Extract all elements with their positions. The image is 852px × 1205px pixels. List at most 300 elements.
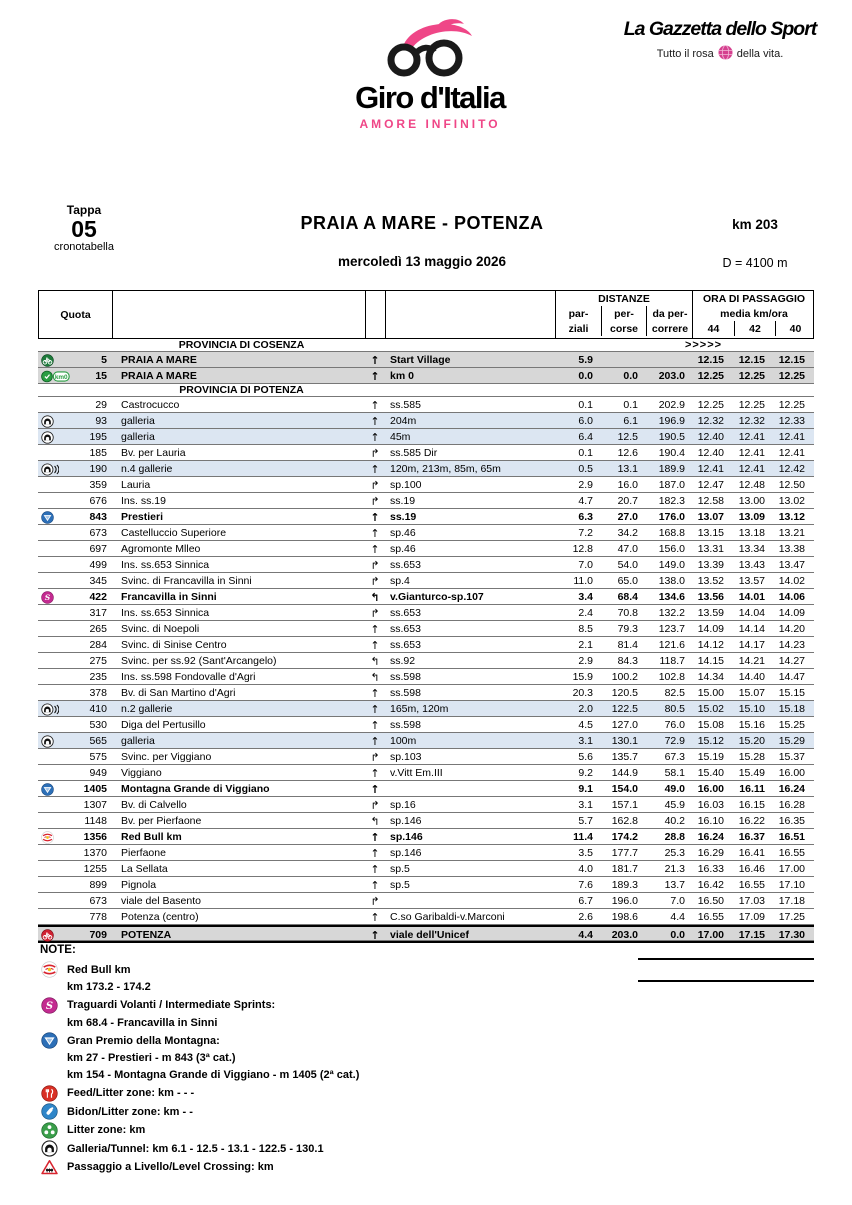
quota-value: 29 [95,399,107,411]
time-at-40: 12.41 [778,447,805,459]
road-name: 45m [390,431,411,443]
note-text: Feed/Litter zone: km - - - [67,1087,195,1099]
direction-straight-arrow-icon: ↑ [370,862,380,876]
time-at-44: 12.41 [697,463,724,475]
time-at-44: 13.31 [697,543,724,555]
time-at-42: 17.03 [738,895,765,907]
road-name: sp.46 [390,527,416,539]
time-at-40: 12.25 [778,399,805,411]
location-name: Svinc. di Noepoli [121,623,200,635]
road-name: ss.598 [390,719,421,731]
timetable-row [38,861,814,877]
km-percorse: 81.4 [617,639,638,651]
km-da-percorrere: 102.8 [658,671,685,683]
time-at-44: 16.42 [697,879,724,891]
km-da-percorrere: 149.0 [658,559,685,571]
road-name: ss.19 [390,511,417,523]
km-parziali: 2.9 [578,655,593,667]
quota-value: 345 [89,575,107,587]
litter-icon [40,1122,58,1139]
no-icon [38,909,78,925]
direction-straight-arrow-icon: ↑ [370,702,380,716]
direction-straight-arrow-icon: ↑ [370,638,380,652]
km-da-percorrere: 123.7 [658,623,685,635]
quota-value: 1307 [83,799,107,811]
time-at-40: 15.15 [778,687,805,699]
km-percorse: 68.4 [617,591,638,603]
km-percorse: 70.8 [617,607,638,619]
location-name: Potenza (centro) [121,911,199,923]
svg-text:km0: km0 [54,373,68,381]
km-percorse: 0.1 [623,399,638,411]
km-da-percorrere: 138.0 [658,575,685,587]
note-item [40,1158,640,1176]
timetable-row [38,637,814,653]
direction-straight-arrow-icon: ↑ [370,718,380,732]
location-name: Francavilla in Sinni [121,591,217,603]
direction-straight-arrow-icon: ↑ [370,622,380,636]
no-icon [38,749,78,765]
km-da-percorrere: 82.5 [664,687,685,699]
time-at-40: 14.09 [778,607,805,619]
timetable-row [38,813,814,829]
time-at-40: 16.55 [778,847,805,859]
direction-straight-arrow-icon: ↑ [370,526,380,540]
time-at-42: 15.49 [738,767,765,779]
direction-straight-arrow-icon: ↑ [370,414,380,428]
km-da-percorrere: 72.9 [664,735,685,747]
km-parziali: 5.9 [578,354,593,366]
direction-right-arrow-icon: ↱ [370,574,380,588]
quota-value: 673 [89,527,107,539]
time-at-42: 15.28 [738,751,765,763]
km-da-percorrere: 4.4 [670,911,685,923]
time-at-42: 15.10 [738,703,765,715]
time-at-42: 14.21 [738,655,765,667]
timetable-row [38,701,814,717]
km-parziali: 11.4 [573,831,593,843]
km-percorse: 27.0 [617,511,638,523]
km-parziali: 2.9 [578,479,593,491]
gpm-icon [38,781,78,797]
km-percorse: 135.7 [611,751,638,763]
road-name: viale dell'Unicef [390,929,469,941]
tappa-subtitle: cronotabella [54,241,114,254]
road-name: v.Vitt Em.III [390,767,443,779]
road-name: ss.653 [390,623,421,635]
timetable-row [38,573,814,589]
km-parziali: 0.1 [578,447,593,459]
quota-value: 899 [89,879,107,891]
location-name: Bv. per Lauria [121,447,186,459]
road-name: ss.92 [390,655,416,667]
quota-value: 1148 [84,815,107,827]
direction-straight-arrow-icon: ↑ [370,430,380,444]
start-icon [38,352,78,368]
time-at-40: 17.10 [778,879,805,891]
timetable-row [38,765,814,781]
location-name: Bv. di Calvello [121,799,187,811]
note-blank-line [638,980,814,982]
location-name: galleria [121,735,155,747]
km-percorse: 16.0 [617,479,638,491]
timetable-row [38,493,814,509]
pink-globe-icon [718,45,733,63]
road-name: ss.598 [390,671,421,683]
time-at-44: 13.52 [697,575,724,587]
note-sub-text: km 173.2 - 174.2 [67,981,151,993]
direction-column-header [366,291,386,338]
time-at-42: 12.48 [738,479,765,491]
km-parziali: 12.8 [572,543,593,555]
km-percorse: 203.0 [611,929,638,941]
km-percorse: 198.6 [611,911,638,923]
road-name: sp.103 [390,751,422,763]
km-parziali: 6.7 [578,895,593,907]
note-text: Gran Premio della Montagna: [67,1034,220,1047]
km-percorse: 157.1 [611,799,638,811]
timetable-row [38,368,814,384]
time-at-44: 13.39 [697,559,724,571]
note-text: Bidon/Litter zone: km - - [67,1105,193,1118]
km-da-percorrere: 189.9 [658,463,685,475]
timetable-row [38,733,814,749]
location-name: Pignola [121,879,157,891]
direction-straight-arrow-icon: ↑ [370,766,380,780]
note-text: Litter zone: km [67,1124,146,1136]
timetable-row [38,509,814,525]
time-at-40: 13.47 [778,559,805,571]
time-at-42: 16.15 [738,799,765,811]
redbull-icon [40,961,58,978]
no-icon [38,877,78,893]
note-sub-text: km 154 - Montagna Grande di Viggiano - m 1405 (2ª cat.) [67,1069,360,1081]
direction-straight-arrow-icon: ↑ [370,398,380,412]
time-at-42: 13.00 [738,495,765,507]
no-icon [38,653,78,669]
location-name: Diga del Pertusillo [121,719,206,731]
time-at-42: 16.37 [738,831,765,843]
km-parziali: 2.1 [578,639,593,651]
km-da-percorrere: 28.8 [664,831,685,843]
km-da-percorrere: 134.6 [658,591,685,603]
time-at-42: 14.04 [738,607,765,619]
no-icon [38,637,78,653]
road-name: ss.585 Dir [390,447,438,459]
time-at-40: 12.33 [778,415,805,427]
time-at-44: 15.08 [697,719,724,731]
note-item [40,1121,640,1139]
time-at-40: 13.02 [778,495,805,507]
km-da-percorrere: 67.3 [664,751,685,763]
no-icon [38,813,78,829]
km-parziali: 5.6 [578,751,593,763]
time-at-42: 12.32 [738,415,765,427]
direction-right-arrow-icon: ↱ [370,494,380,508]
km-parziali: 0.0 [578,370,593,382]
time-at-44: 12.47 [697,479,724,491]
time-at-40: 12.15 [778,354,805,366]
time-at-42: 13.09 [738,511,765,523]
timetable [38,290,814,943]
time-at-44: 16.55 [697,911,724,923]
no-icon [38,797,78,813]
quota-value: 1356 [83,831,107,843]
quota-value: 843 [89,511,107,523]
timetable-row [38,749,814,765]
quota-value: 709 [89,929,107,941]
km-percorse: 0.0 [623,370,638,382]
direction-straight-arrow-icon: ↑ [370,510,380,524]
gpm-icon [38,509,78,525]
km-da-percorrere: 203.0 [658,370,685,382]
km-parziali: 3.1 [578,735,593,747]
km-parziali: 9.2 [578,767,593,779]
direction-straight-arrow-icon: ↑ [370,782,380,796]
timetable-row [38,605,814,621]
time-at-44: 16.24 [697,831,724,843]
time-at-44: 12.15 [697,354,724,366]
time-at-40: 12.50 [778,479,805,491]
direction-straight-arrow-icon: ↑ [370,830,380,844]
timetable-row [38,589,814,605]
timetable-row [38,653,814,669]
quota-value: 1370 [83,847,107,859]
km-da-percorrere: 0.0 [670,929,685,941]
location-name: Ins. ss.19 [121,495,166,507]
km-da-percorrere: 121.6 [658,639,685,651]
quota-value: 499 [89,559,107,571]
km-percorse: 181.7 [611,863,638,875]
time-at-44: 12.40 [697,447,724,459]
time-at-44: 14.15 [697,655,724,667]
svg-text:S: S [45,1000,53,1012]
timetable-row [38,717,814,733]
km-percorse: 162.8 [611,815,638,827]
tunnels-icon [38,701,78,717]
quota-value: 185 [89,447,107,459]
time-at-40: 17.18 [778,895,805,907]
time-at-42: 13.43 [738,559,765,571]
time-at-44: 14.09 [697,623,724,635]
direction-right-arrow-icon: ↱ [370,894,380,908]
time-at-42: 16.22 [738,815,765,827]
time-at-40: 16.24 [778,783,805,795]
time-at-42: 12.41 [738,447,765,459]
km-parziali: 15.9 [572,671,593,683]
time-at-42: 15.07 [738,687,765,699]
road-name: sp.146 [390,831,423,843]
timetable-row [38,781,814,797]
quota-value: 565 [89,735,107,747]
timetable-body [38,339,814,943]
quota-value: 949 [89,767,107,779]
tappa-label: Tappa [66,203,102,217]
dapercorrere-label-top: da per- [646,306,693,321]
quota-value: 275 [89,655,107,667]
timetable-row [38,621,814,637]
timetable-row [38,352,814,368]
km-parziali: 3.5 [578,847,593,859]
quota-value: 697 [89,543,107,555]
road-name: C.so Garibaldi-v.Marconi [390,911,505,923]
location-name: PRAIA A MARE [121,354,197,366]
notes-section [40,944,640,1176]
notes-list [40,961,640,1177]
timetable-row [38,541,814,557]
time-at-40: 14.02 [778,575,805,587]
road-name: ss.653 [390,559,421,571]
km-da-percorrere: 182.3 [658,495,685,507]
direction-straight-arrow-icon: ↑ [370,462,380,476]
time-at-44: 16.00 [697,783,724,795]
parziali-label-top: par- [568,307,589,320]
road-name: sp.5 [390,863,410,875]
time-at-42: 14.40 [738,671,765,683]
km-parziali: 4.4 [578,929,593,941]
km-percorse: 20.7 [617,495,638,507]
time-at-44: 12.25 [697,370,724,382]
km-da-percorrere: 76.0 [664,719,685,731]
location-name: viale del Basento [121,895,201,907]
km-da-percorrere: 13.7 [664,879,685,891]
gazzetta-tagline-left: Tutto il rosa [656,47,714,60]
time-at-40: 13.12 [778,511,805,523]
km-parziali: 6.4 [578,431,593,443]
timetable-row [38,893,814,909]
time-at-42: 15.16 [738,719,765,731]
time-at-42: 13.34 [738,543,765,555]
note-item [40,1103,640,1121]
location-name: Montagna Grande di Viggiano [121,783,270,795]
km-da-percorrere: 118.7 [659,655,685,667]
timetable-row [38,685,814,701]
road-name: sp.146 [390,815,422,827]
direction-left-arrow-icon: ↰ [370,814,380,828]
timetable-row [38,829,814,845]
no-icon [38,493,78,509]
km-da-percorrere: 21.3 [664,863,685,875]
km-da-percorrere: 187.0 [658,479,685,491]
direction-right-arrow-icon: ↱ [370,606,380,620]
direction-straight-arrow-icon: ↑ [370,928,380,942]
quota-value: 778 [89,911,107,923]
quota-value: 575 [89,751,107,763]
time-at-44: 16.10 [697,815,724,827]
time-at-44: 14.12 [697,639,724,651]
location-name: POTENZA [121,929,172,941]
speed-40-label: 40 [775,321,815,336]
location-name: Castelluccio Superiore [121,527,227,539]
time-at-44: 12.40 [697,431,724,443]
gazzetta-tagline-right: della vita. [736,47,784,60]
time-at-40: 16.35 [778,815,805,827]
note-item [40,961,640,979]
tunnel-icon [40,1140,58,1157]
quota-value: 190 [89,463,107,475]
finish-icon [38,927,78,943]
km-percorse: 65.0 [617,575,638,587]
direction-right-arrow-icon: ↱ [370,750,380,764]
note-text: Red Bull km [67,963,131,976]
time-at-40: 17.00 [778,863,805,875]
direction-right-arrow-icon: ↱ [370,478,380,492]
direction-straight-arrow-icon: ↑ [370,846,380,860]
km-percorse: 34.2 [617,527,638,539]
time-at-40: 14.47 [778,671,805,683]
time-at-40: 13.21 [778,527,805,539]
time-at-42: 13.57 [738,575,765,587]
km-parziali: 0.1 [578,399,593,411]
sprint-icon [38,589,78,605]
note-item [40,996,640,1014]
direction-straight-arrow-icon: ↑ [370,878,380,892]
time-at-44: 16.33 [697,863,724,875]
time-at-44: 13.07 [697,511,724,523]
province-section-row [38,384,814,397]
km-parziali: 11.0 [573,575,593,587]
km-parziali: 20.3 [572,687,593,699]
timetable-row [38,877,814,893]
time-at-40: 15.29 [778,735,805,747]
location-name: PRAIA A MARE [121,370,197,382]
timetable-row [38,669,814,685]
speed-44-label: 44 [707,322,720,335]
quota-value: 422 [89,591,107,603]
time-at-40: 16.51 [778,831,805,843]
time-at-40: 12.41 [778,431,805,443]
time-at-42: 16.55 [738,879,765,891]
road-name: ss.19 [390,495,416,507]
no-icon [38,605,78,621]
quota-column-header: Quota [39,291,113,338]
direction-straight-arrow-icon: ↑ [370,542,380,556]
km-percorse: 13.1 [617,463,638,475]
road-name: 204m [390,415,417,427]
location-name: Svinc. per ss.92 (Sant'Arcangelo) [121,655,277,667]
redbull-icon [38,829,78,845]
time-at-44: 13.56 [697,591,724,603]
percorse-label-bottom: corse [601,321,646,336]
km-da-percorrere: 190.4 [658,447,685,459]
time-at-40: 15.18 [778,703,805,715]
direction-right-arrow-icon: ↱ [370,558,380,572]
km-percorse: 12.5 [617,431,638,443]
road-name: sp.46 [390,543,416,555]
quota-value: 359 [89,479,107,491]
stage-title: PRAIA A MARE - POTENZA [300,213,544,233]
time-at-44: 16.03 [697,799,724,811]
time-at-44: 15.40 [697,767,724,779]
quota-value: 410 [89,703,107,715]
gazzetta-logo [622,20,818,63]
time-at-42: 16.11 [739,783,765,795]
km-parziali: 2.6 [578,911,593,923]
location-name: Lauria [121,479,151,491]
location-name: Svinc. di Sinise Centro [121,639,227,651]
percorse-label-top: per- [601,306,646,321]
quota-value: 265 [89,623,107,635]
km-parziali: 9.1 [578,783,593,795]
tunnels-icon [38,461,78,477]
time-at-40: 12.25 [778,370,805,382]
km-da-percorrere: 196.9 [658,415,685,427]
time-at-40: 15.37 [778,751,805,763]
road-name: 165m, 120m [390,703,449,715]
direction-left-arrow-icon: ↰ [370,654,380,668]
quota-value: 195 [89,431,107,443]
road-name: 100m [390,735,417,747]
